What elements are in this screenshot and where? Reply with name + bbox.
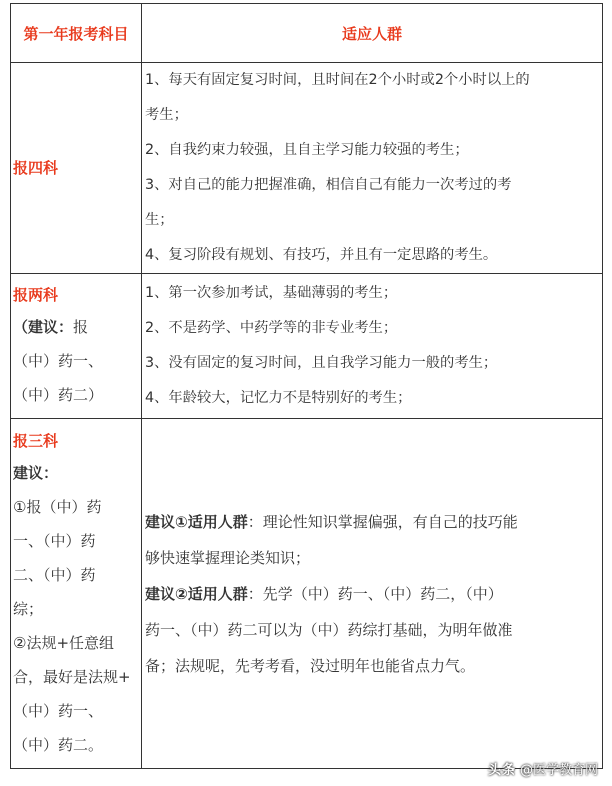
list-item: ②法规+任意组 — [13, 633, 115, 652]
list-item: 3、对自己的能力把握准确，相信自己有能力一次考过的考 — [145, 177, 512, 193]
suggestion-label: （建议： — [13, 318, 74, 336]
row-two-subjects-left — [11, 274, 142, 419]
suggestion-1-label: 建议①适用人群 — [145, 512, 248, 531]
row-title: 报三科 — [13, 431, 59, 450]
suggestion-text: 报 — [73, 318, 89, 336]
list-item: （中）药一、 — [13, 352, 104, 370]
list-item: （中）药一、 — [13, 701, 104, 720]
row-four-subjects-left — [11, 63, 142, 274]
exam-table — [10, 3, 603, 769]
table-row — [11, 63, 603, 274]
watermark-brand: 头条 — [487, 763, 516, 778]
suggestion-2-line3: 备；法规呢，先考考看，没过明年也能省点力气。 — [145, 656, 476, 675]
list-item: 4、复习阶段有规划、有技巧，并且有一定思路的考生。 — [145, 247, 498, 263]
header-audience: 适应人群 — [341, 24, 402, 43]
list-item: 考生； — [145, 107, 188, 123]
suggestion-label: 建议： — [13, 463, 59, 482]
list-item: ①报（中）药 — [13, 497, 102, 516]
header-subjects: 第一年报考科目 — [23, 24, 129, 43]
suggestion-2-line — [145, 576, 598, 612]
suggestion-2-label: 建议②适用人群 — [145, 584, 248, 603]
watermark — [488, 759, 598, 778]
suggestion-1-line2: 够快速掌握理论类知识； — [145, 548, 311, 567]
row-two-subjects-right — [142, 274, 603, 419]
list-item: 合，最好是法规+ — [13, 667, 131, 686]
list-item: （中）药二。 — [13, 735, 104, 754]
table-row — [11, 419, 603, 769]
list-item: 一、（中）药 — [13, 531, 96, 550]
row-title: 报两科 — [13, 286, 59, 304]
list-item: 2、不是药学、中药学等的非专业考生； — [145, 320, 398, 336]
suggestion-1-text: ：理论性知识掌握偏强，有自己的技巧能 — [247, 512, 518, 531]
list-item: 1、第一次参加考试，基础薄弱的考生； — [145, 285, 398, 301]
list-item: 二、（中）药 — [13, 565, 96, 584]
suggestion-line — [13, 310, 141, 344]
header-row — [11, 4, 603, 63]
suggestion-2-text: ：先学（中）药一、（中）药二，（中） — [247, 584, 503, 603]
row-three-subjects-left — [11, 419, 142, 769]
watermark-handle: @医学教育网 — [519, 763, 598, 778]
list-item: 综； — [13, 599, 44, 618]
row-four-subjects-right — [142, 63, 603, 274]
row-title: 报四科 — [13, 159, 59, 177]
list-item: 2、自我约束力较强，且自主学习能力较强的考生； — [145, 142, 469, 158]
row-three-subjects-right — [142, 419, 603, 769]
table-row — [11, 274, 603, 419]
suggestion-2-line2: 药一、（中）药二可以为（中）药综打基础，为明年做准 — [145, 620, 513, 639]
header-audience-cell — [142, 4, 603, 63]
list-item: （中）药二） — [13, 386, 104, 404]
list-item: 生； — [145, 212, 174, 228]
list-item: 4、年龄较大，记忆力不是特别好的考生； — [145, 390, 412, 406]
list-item: 1、每天有固定复习时间，且时间在2个小时或2个小时以上的 — [145, 72, 530, 88]
header-subjects-cell — [11, 4, 142, 63]
suggestion-1-line — [145, 504, 598, 540]
list-item: 3、没有固定的复习时间，且自我学习能力一般的考生； — [145, 355, 498, 371]
